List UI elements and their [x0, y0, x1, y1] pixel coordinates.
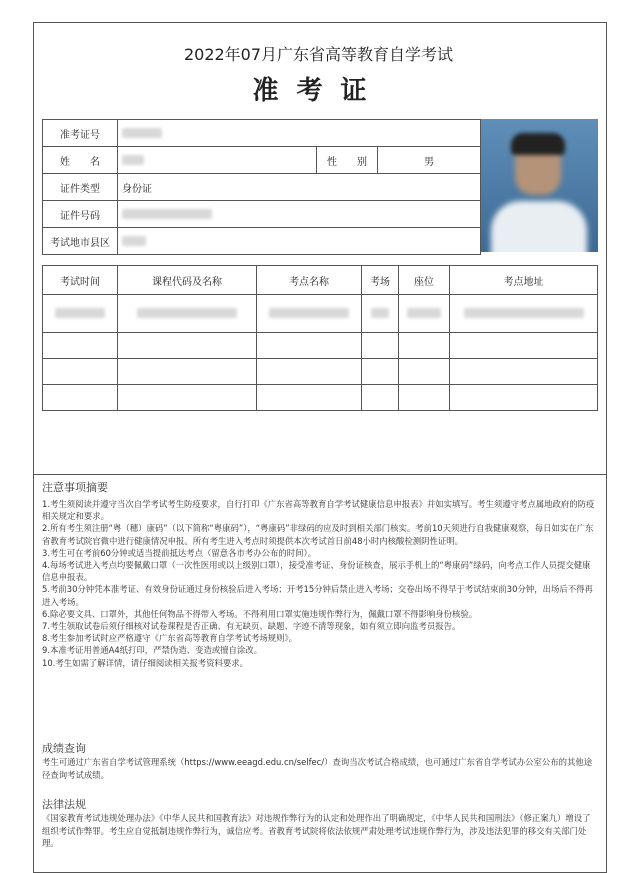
col-room: 考场 [362, 266, 399, 295]
col-seat: 座位 [399, 266, 450, 295]
note-item: 9.本准考证用普通A4纸打印，严禁伪造、变造或擅自涂改。 [42, 645, 263, 656]
exam-table-header [43, 266, 598, 295]
region-value [118, 228, 481, 255]
col-address: 考点地址 [450, 266, 598, 295]
admission-no-label: 准考证号 [43, 120, 118, 147]
name-value [118, 147, 317, 174]
gender-value: 男 [378, 147, 481, 174]
col-course: 课程代码及名称 [118, 266, 257, 295]
note-item: 1.考生须阅读并遵守当次自学考试考生防疫要求，自行打印《广东省高等教育自学考试健康信息申报表》并如实填写。考生须遵守考点属地政府的防疫相关规定和要求。 [42, 499, 595, 522]
note-item: 7.考生领取试卷后须仔细核对试卷课程是否正确、有无缺页、缺题、字迹不清等现象，如有须立即向监考员报告。 [42, 621, 461, 632]
note-item: 10.考生如需了解详情，请仔细阅读相关报考资料要求。 [42, 657, 248, 668]
id-no-value [118, 201, 481, 228]
photo-body [491, 201, 587, 252]
table-row [43, 333, 598, 359]
table-row [43, 295, 598, 333]
note-item: 4.每场考试进入考点均要佩戴口罩（一次性医用或以上级别口罩），接受准考证、身份证核查，展示手机上的“粤康码”绿码，向考点工作人员提交健康信息申报表。 [42, 560, 591, 583]
admission-no-value [118, 120, 481, 147]
table-row [43, 385, 598, 411]
note-item: 6.除必要文具、口罩外，其他任何物品不得带入考场。不得利用口罩实施违规作弊行为，佩戴口罩不得影响身份核验。 [42, 608, 478, 619]
id-type-value: 身份证 [118, 174, 481, 201]
law-text: 《国家教育考试违规处理办法》《中华人民共和国教育法》对违规作弊行为的认定和处理作出了明确规定，《中华人民共和国刑法》（修正案九）增设了组织考试作弊罪。考生应自觉抵制违规作弊行为，诚信应考。省教育考试院将依法依规严肃处理考试违规作弊行为，涉及违法犯罪的移交有关部门处理。 [42, 813, 591, 849]
col-exam-time: 考试时间 [43, 266, 118, 295]
region-label: 考试地市县区 [43, 228, 118, 255]
section-divider [33, 474, 607, 475]
law-heading: 法律法规 [42, 798, 86, 811]
note-item: 2.所有考生须注册“粤（穗）康码”（以下简称“粤康码”），“粤康码”非绿码的应及时到相关部门核实。考前10天须进行自我健康观察，每日如实在广东省教育考试院官微中进行健康情况申报。所有考生进入考点时须提供本次考试首日前48小时内核酸检测阴性证明。 [42, 523, 594, 546]
name-label: 姓 名 [43, 147, 118, 174]
id-no-label: 证件号码 [43, 201, 118, 228]
note-item: 3.考生可在考前60分钟或适当提前抵达考点（留意各市考办公布的时间）。 [42, 547, 317, 558]
table-row [43, 359, 598, 385]
card-title: 准考证 [252, 76, 385, 106]
photo-hair [511, 133, 565, 155]
notes-heading: 注意事项摘要 [42, 481, 108, 494]
note-item: 5.考前30分钟凭本准考证、有效身份证通过身份核验后进入考场；开考15分钟后禁止进入考场；交卷出场不得早于考试结束前30分钟，出场后不得再进入考场。 [42, 584, 593, 607]
id-type-label: 证件类型 [43, 174, 118, 201]
col-venue: 考点名称 [257, 266, 362, 295]
exam-title: 2022年07月广东省高等教育自学考试 [183, 45, 454, 64]
notes-list [42, 498, 598, 669]
gender-label: 性 别 [317, 147, 378, 174]
candidate-info-table [42, 119, 481, 255]
results-text: 考生可通过广东省自学考试管理系统（https://www.eeagd.edu.cn/selfec/）查询当次考试合格成绩，也可通过广东省自学考试办公室公布的其他途径查询考试成绩。 [42, 757, 593, 780]
results-heading: 成绩查询 [42, 742, 86, 755]
note-item: 8.考生参加考试时应严格遵守《广东省高等教育自学考试考场规则》。 [42, 633, 298, 644]
exam-schedule-table [42, 265, 598, 411]
candidate-photo [481, 119, 598, 252]
